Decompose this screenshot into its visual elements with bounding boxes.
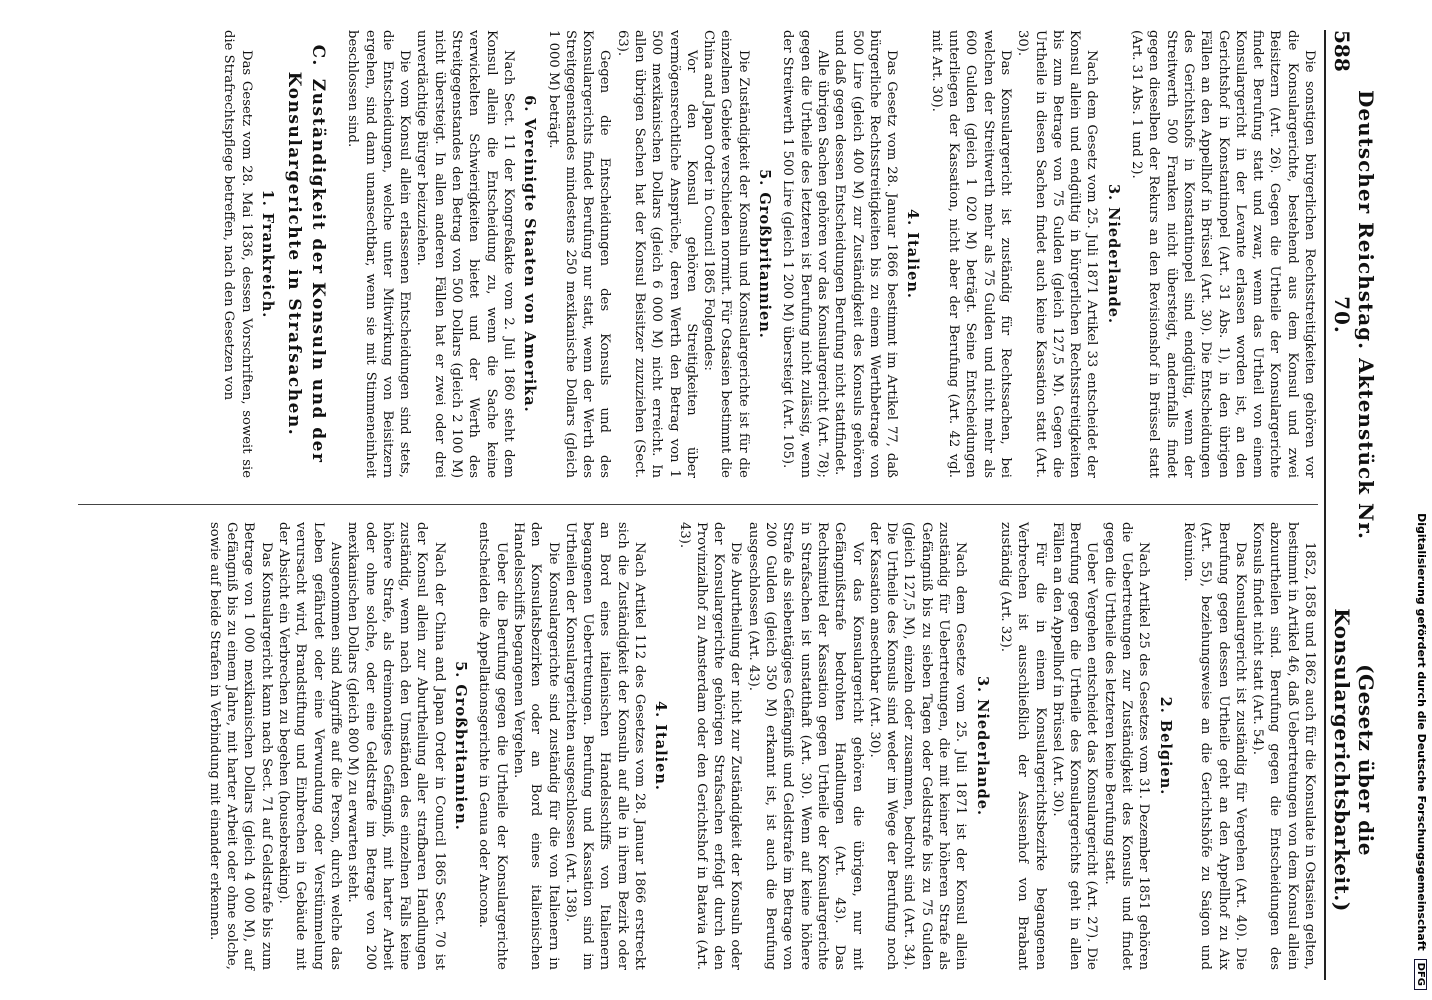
section-heading: 1. Frankreich. — [258, 189, 276, 319]
paragraph: Nach Artikel 25 des Gesetzes vom 31. Dezember 1851 gehören die Uebertretungen zur Zuständigkeit des Konsuls und findet gegen die Urtheile des letzteren keine Berufung statt. — [1101, 522, 1152, 970]
paragraph: Nach dem Gesetz vom 25. Juli 1871 Artikel 33 entscheidet der Konsul allein und endgültig in bürgerlichen Rechtsstreitigkeiten bis zum Betrage von 75 Gulden (gleich 127,5 M). Gegen die Urtheile in diesen Sachen findet auch keine Kassation statt (Art. 30). — [1015, 30, 1100, 478]
paragraph: Gegen die Entscheidungen des Konsuls und des Konsulargerichts findet Berufung nur statt, wenn der Werth des Streitgegenstandes mindestens 250 mexikanische Dollars (gleich 1 000 M) beträgt. — [545, 30, 613, 478]
section-heading: 3. Niederlande. — [973, 675, 991, 817]
section-heading: 5. Großbritannien. — [756, 169, 774, 339]
paragraph: Das Konsulargericht ist zuständig für Rechtssachen, bei welchen der Streitwerth mehr als 75 Gulden und nicht mehr als 600 Gulden (gleich 1 020 M) beträgt. Seine Entscheidungen unterliegen der Kassation, nicht aber der Berufung (Art. 42 vgl. mit Art. 30). — [928, 30, 1013, 478]
footer — [1410, 30, 1430, 990]
paragraph: Für die in einem Konsulargerichtsbezirke begangenen Verbrechen ist ausschließlich der Assisenhof von Brabant zuständig (Art. 32). — [997, 522, 1048, 970]
section-heading: 6. Vereinigte Staaten von Amerika. — [521, 95, 539, 413]
paragraph: Das Konsulargericht ist zuständig für Vergehen (Art. 40). Die Berufung gegen dessen Urtheile geht an den Appellhof zu Aix (Art. 55), beziehungsweise an die Gerichtshöfe zu Saigon und Réunion. — [1180, 522, 1248, 970]
column-divider — [78, 504, 1318, 505]
section-heading: 5. Großbritannien. — [452, 661, 470, 831]
paragraph: Ausgenommen sind Angriffe auf die Person, durch welche das Leben gefährdet oder eine Verwundung oder Verstümmelung verursacht wird, Brandstiftung und Einbrechen in Gebäude mit der Absicht ein Verbrechen zu begehen (housebreaking). — [276, 522, 343, 970]
section-heading: 3. Niederlande. — [1104, 183, 1122, 325]
left-column — [220, 30, 1318, 478]
paragraph: Die sonstigen bürgerlichen Rechtsstreitigkeiten gehören vor die Konsulargerichte, bestehend aus dem Konsul und zwei Beisitzern (Art. 26). Gegen die Urtheile der Konsulargerichte findet Berufung statt und zwar, wenn das Urtheil von einem Konsulargericht in der Levante erlassen worden ist, an den Gerichtshof in Konstantinopel (Art. 31 Abs. 1), in den übrigen Fällen an den Appellhof in Brüssel (Art. 30). Die Entscheidungen des Gerichtshofs in Konstantinopel sind endgültig, wenn der Streitwerth 500 Franken nicht übersteigt, andernfalls findet gegen dieselben der Rekurs an den Revisionshof in Brüssel statt (Art. 31 Abs. 1 und 2). — [1129, 30, 1317, 478]
running-title: Deutscher Reichstag. Aktenstück Nr. 70. — [1330, 90, 1378, 540]
footer-credit-text: Digitalisierung gefördert durch die Deutsche Forschungsgemeinschaft — [1415, 513, 1428, 951]
paragraph: Alle übrigen Sachen gehören vor das Konsulargericht (Art. 78); gegen die Urtheile des letzteren ist Berufung nicht zulässig, wenn der Streitwerth 1 500 Lire (gleich 1 200 M) übersteigt (Art. 105). — [780, 30, 830, 478]
paragraph: Vor den Konsul gehören Streitigkeiten über vermögensrechtliche Ansprüche, deren Werth den Betrag von 1 500 mexikanischen Dollars (gleich 6 000 M) nicht erreicht. In allen übrigen Sachen hat der Konsul Beisitzer zuzuziehen (Sect. 63). — [614, 30, 699, 478]
chapter-letter: C. — [307, 44, 328, 67]
page-number: 588 — [1330, 30, 1354, 72]
chapter-heading — [282, 30, 330, 478]
paragraph: Ueber die Berufung gegen die Urtheile der Konsulargerichte entscheiden die Appellationsgerichte in Genua oder Ancona. — [476, 522, 509, 970]
paragraph: 1852, 1858 und 1862 auch für die Konsulate in Ostasien gelten, bestimmt in Artikel 46, daß Uebertretungen von dem Konsul allein abzuurtheilen sind. Berufung gegen die Entscheidungen des Konsuls findet nicht statt (Art. 54). — [1250, 522, 1317, 970]
paragraph: Die Zuständigkeit der Konsuln und Konsulargerichte ist für die einzelnen Gebiete verschieden normirt. Für Ostasien bestimmt die China and Japan Order in Council 1865 Folgendes: — [701, 30, 751, 478]
paragraph: Die vom Konsul allein erlassenen Entscheidungen sind stets, die Entscheidungen, welche unter Mitwirkung von Beisitzern ergehen, sind dann unansechtbar, wenn sie mit Stimmeneinheit beschlossen sind. — [345, 30, 413, 478]
header-rule — [1324, 30, 1326, 980]
paragraph: Nach der China and Japan Order in Council 1865 Sect. 70 ist der Konsul allein zur Aburtheilung aller strafbaren Handlungen zuständig, wenn nach den Umständen des einzelnen Falls keine höhere Strafe, als dreimonatiges Gefängniß, mit harter Arbeit oder ohne solche, oder eine Geldstrafe im Betrage von 200 mexikanischen Dollars (gleich 800 M) zu erwarten steht. — [345, 522, 447, 970]
section-heading: 2. Belgien. — [1156, 696, 1174, 796]
page-header — [1330, 30, 1378, 980]
paragraph: Vor das Konsulargericht gehören die übrigen, nur mit Gefängnißstrafe bedrohten Handlungen (Art. 43). Das Rechtsmittel der Kassation gegen Urtheile der Konsulargerichte in Strafsachen ist unstatthaft (Art. 30). Wenn auf keine höhere Strafe als siebentägiges Gefängniß und Geldstrafe im Betrage von 200 Gulden (gleich 350 M) erkannt ist, ist auch die Berufung ausgeschlossen (Art. 43). — [745, 522, 865, 970]
paragraph: Das Konsulargericht kann nach Sect. 71 auf Geldstrafe bis zum Betrage von 1 000 mexikanischen Dollars (gleich 4 000 M), auf Gefängniß bis zu einem Jahre, mit harter Arbeit oder ohne solche, sowie auf beide Strafen in Verbindung mit einander erkennen. — [206, 522, 274, 970]
dfg-logo: DFG — [1414, 959, 1427, 990]
section-heading: 4. Italien. — [904, 209, 922, 299]
paragraph: Die Aburtheilung der nicht zur Zuständigkeit der Konsuln oder der Konsulargerichte gehörigen Strafsachen erfolgt durch den Provinzialhof zu Amsterdam oder den Gerichtshof in Batavia (Art. 43). — [676, 522, 744, 970]
paragraph: Ueber Vergehen entscheidet das Konsulargericht (Art. 27). Die Berufung gegen die Urtheile des Konsulargerichts geht in allen Fällen an den Appellhof in Brüssel (Art. 30). — [1049, 522, 1100, 970]
chapter-title: Zuständigkeit der Konsuln und der Konsulargerichte in Strafsachen. — [283, 71, 328, 464]
paragraph: Das Gesetz vom 28. Mai 1836, dessen Vorschriften, soweit sie die Strafrechtspflege betreffen, nach den Gesetzen von — [221, 30, 254, 478]
paragraph: Das Gesetz vom 28. Januar 1866 bestimmt im Artikel 77, daß bürgerliche Rechtsstreitigkeiten bis zu einem Werthbetrage von 500 Lire (gleich 400 M) zur Zuständigkeit des Konsuls gehören und daß gegen dessen Entscheidungen Berufung nicht stattfindet. — [832, 30, 900, 478]
paragraph: Die Konsulargerichte sind zuständig für die von Italienern in den Konsulatsbezirken oder an Bord eines italienischen Handelsschiffs begangenen Vergehen. — [510, 522, 561, 970]
footer-credit — [1414, 30, 1428, 990]
section-heading: 4. Italien. — [652, 701, 670, 791]
paragraph: Nach Artikel 112 des Gesetzes vom 28. Januar 1866 erstreckt sich die Zuständigkeit der Konsuln auf alle in ihrem Bezirk oder an Bord eines italienischen Handelsschiffs von Italienern begangenen Uebertretungen. Berufung und Kassation sind im Urtheilen der Konsulargerichten ausgeschlossen (Art. 138). — [562, 522, 648, 970]
paragraph: Nach Sect. 11 der Kongreßakte vom 2. Juli 1860 steht dem Konsul allein die Entscheidung zu, wenn die Sache keine verwickelten Schwierigkeiten bietet und der Werth des Streitgegenstandes den Betrag von 500 Dollars (gleich 2 100 M) nicht übersteigt. In allen anderen Fällen hat er zwei oder drei unverdächtige Bürger beizuziehen. — [414, 30, 516, 478]
section-title: (Gesetz über die Konsulargerichtsbarkeit.) — [1330, 608, 1378, 912]
paragraph: Nach dem Gesetze vom 25. Juli 1871 ist der Konsul allein zuständig für Uebertretungen, die mit keiner höheren Strafe als Gefängniß bis zu sieben Tagen oder Geldstrafe bis zu 75 Gulden (gleich 127,5 M), einzeln oder zusammen, bedroht sind (Art. 34). Die Urtheile des Konsuls sind weder im Wege der Berufung noch der Kassation ansechtbar (Art. 30). — [866, 522, 969, 970]
right-column — [206, 522, 1318, 970]
